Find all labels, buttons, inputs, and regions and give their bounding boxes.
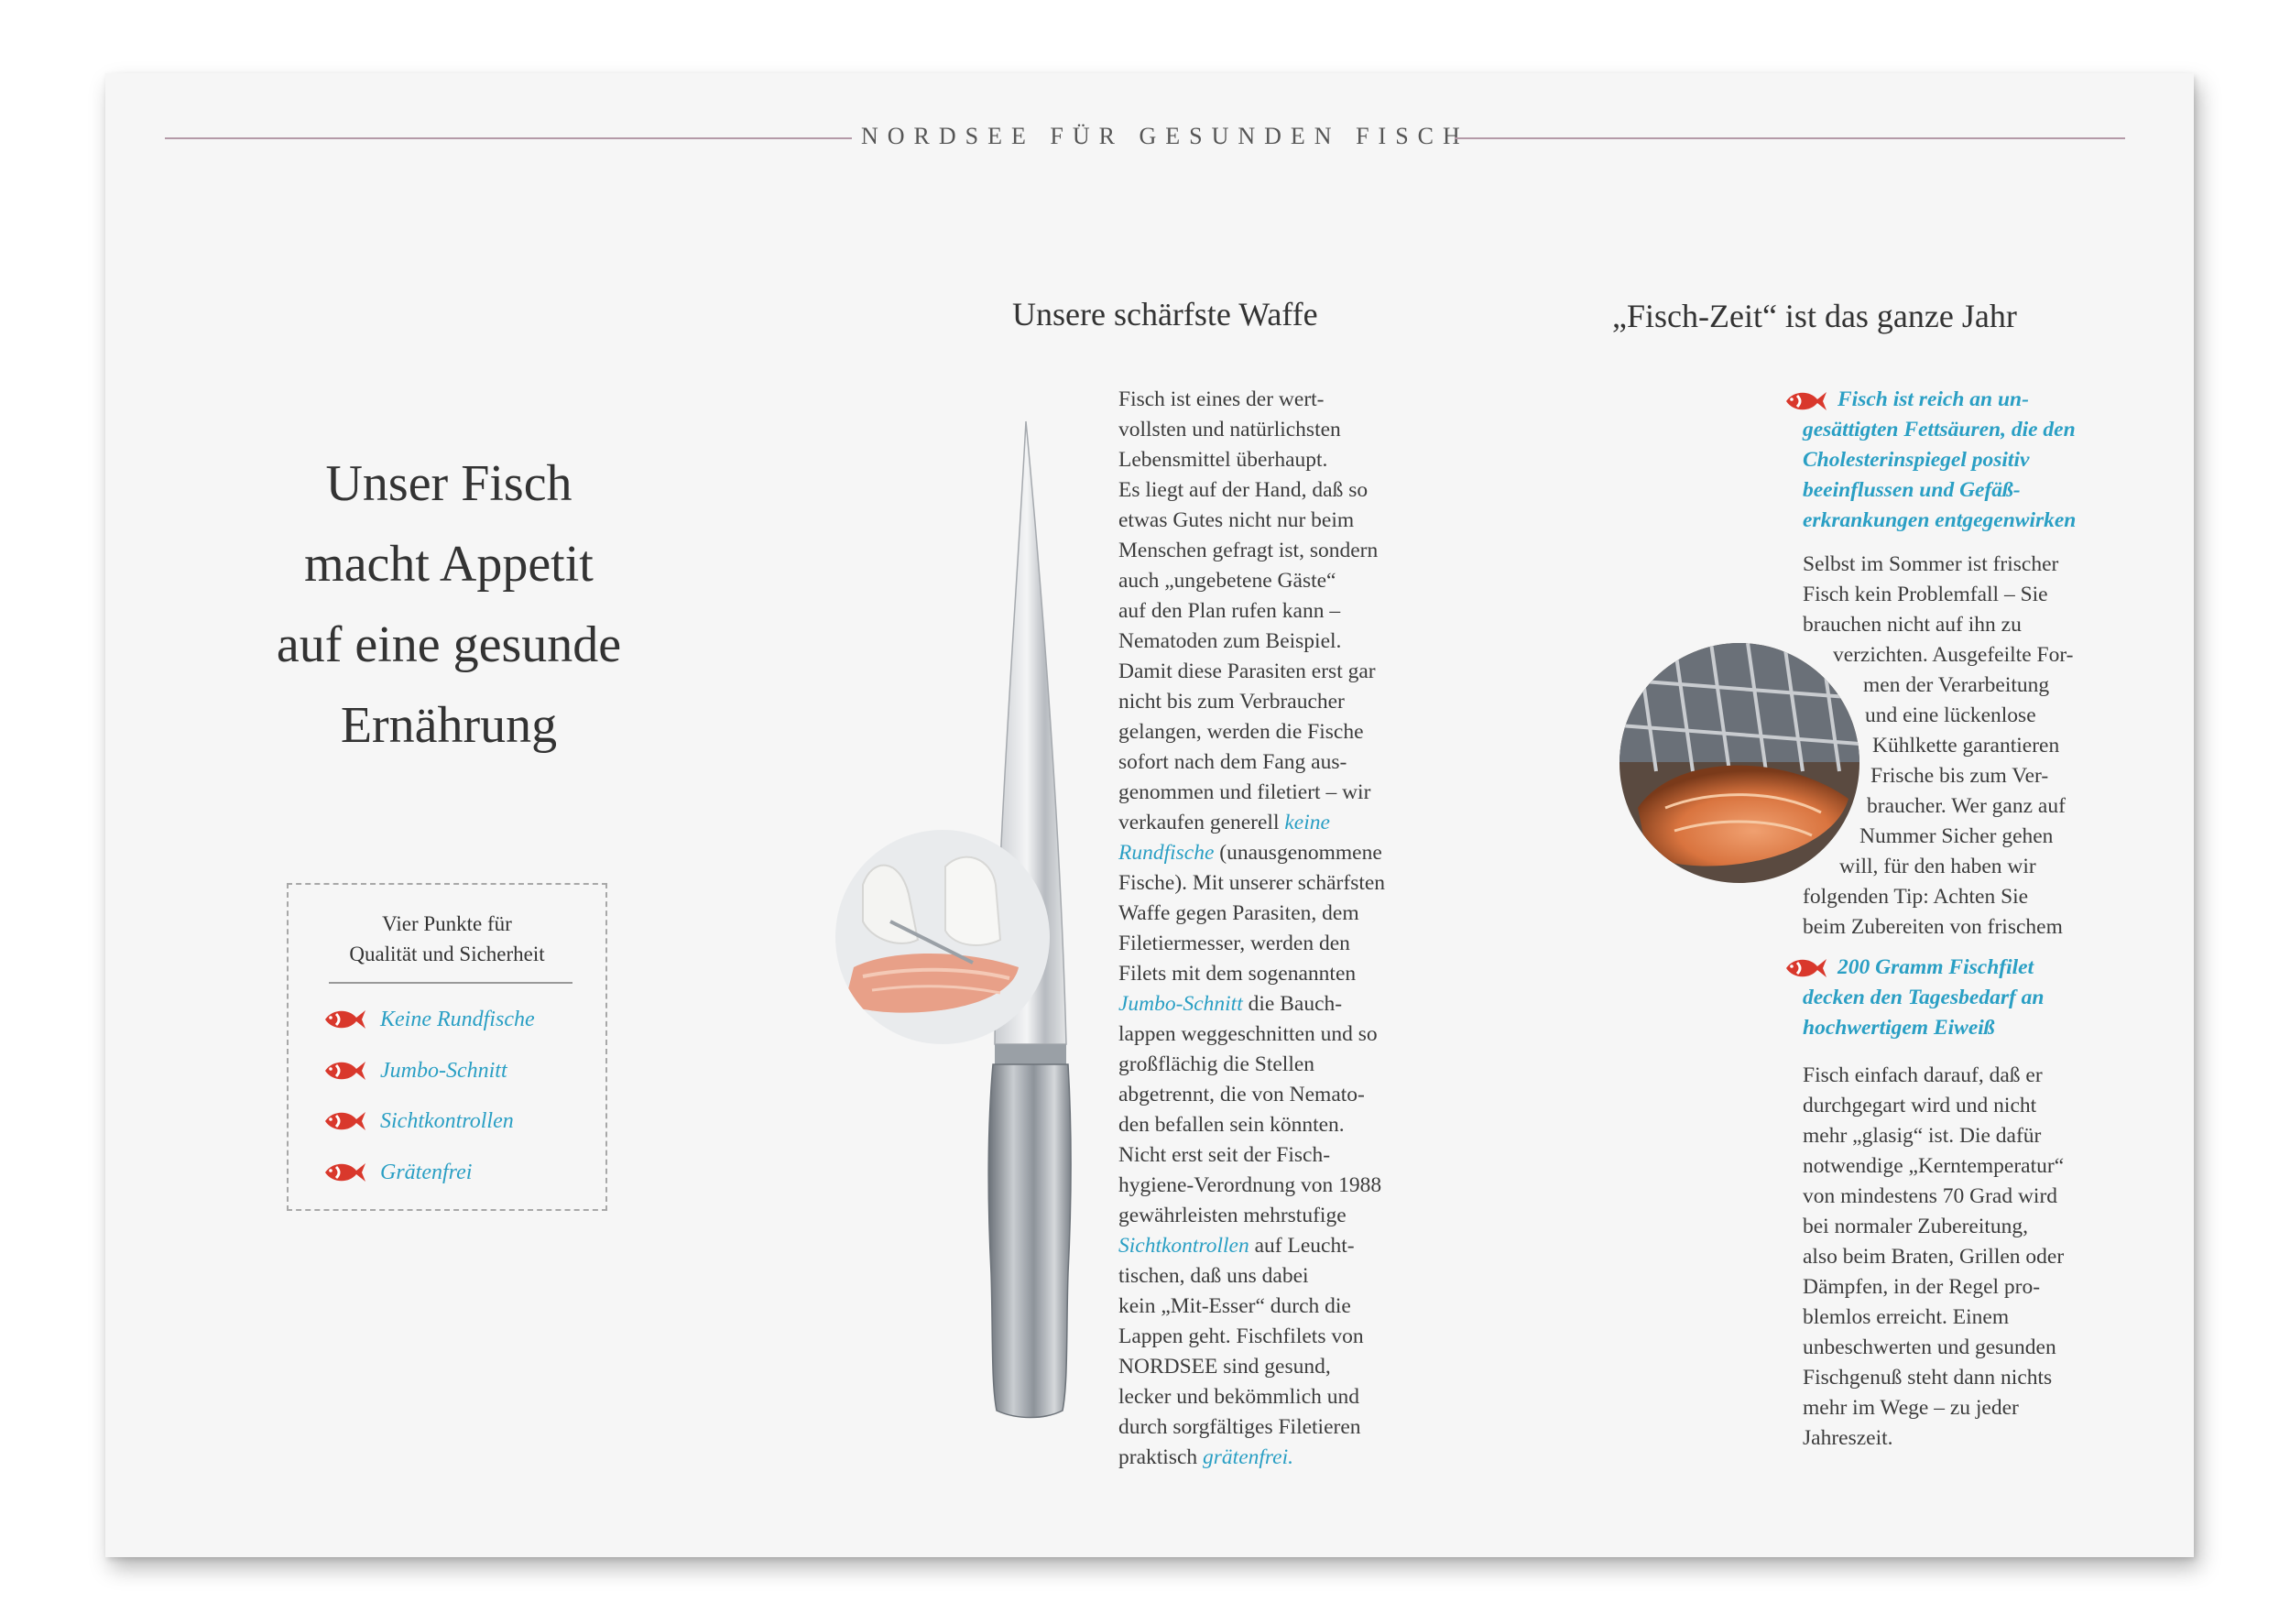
box-item <box>323 1004 535 1035</box>
box-item-label: Grätenfrei <box>380 1160 473 1184</box>
text-line: sofort nach dem Fang aus- <box>1118 750 1347 774</box>
text-line: NORDSEE sind gesund, <box>1118 1355 1331 1379</box>
text-line: Lebensmittel überhaupt. <box>1118 448 1328 472</box>
text-line: und eine lückenlose <box>1865 703 2036 727</box>
text-line: Fisch ist eines der wert- <box>1118 387 1325 411</box>
text-line: lecker und bekömmlich und <box>1118 1385 1359 1409</box>
middle-body-text <box>1118 385 1430 1484</box>
text-line: notwendige „Kerntemperatur“ <box>1803 1154 2065 1178</box>
box-divider <box>329 982 572 984</box>
text-line: brauchen nicht auf ihn zu <box>1803 613 2022 637</box>
box-item-label: Sichtkontrollen <box>380 1108 514 1133</box>
text-line: unbeschwerten und gesunden <box>1803 1335 2056 1359</box>
text-line: blemlos erreicht. Einem <box>1803 1305 2010 1329</box>
bullet-line: erkrankungen entgegenwirken <box>1803 508 2077 532</box>
text-line: will, für den haben wir <box>1839 855 2036 878</box>
bullet-line: beeinflussen und Gefäß- <box>1803 478 2021 502</box>
text-line: vollsten und natürlichsten <box>1118 418 1341 441</box>
middle-column-heading: Unsere schärfste Waffe <box>1012 296 1318 332</box>
box-title-line: Vier Punkte für <box>382 912 512 935</box>
text-line: auf den Plan rufen kann – <box>1118 599 1341 623</box>
box-title-line: Qualität und Sicherheit <box>349 943 545 965</box>
box-title <box>289 909 605 969</box>
bullet-line: gesättigten Fettsäuren, die den <box>1803 418 2076 441</box>
text-line: Selbst im Sommer ist frischer <box>1803 552 2059 576</box>
text-span: (unausgenommene <box>1219 841 1382 865</box>
text-line: hygiene-Verordnung von 1988 <box>1118 1173 1382 1197</box>
text-line: Damit diese Parasiten erst gar <box>1118 659 1376 683</box>
text-line: Es liegt auf der Hand, daß so <box>1118 478 1369 502</box>
text-line: durchgegart wird und nicht <box>1803 1094 2037 1117</box>
headline-line: auf eine gesunde <box>276 616 622 673</box>
highlight-rundfische: Rundfische <box>1118 841 1215 865</box>
fish-icon <box>323 1007 367 1032</box>
text-line: gewährleisten mehrstufige <box>1118 1204 1347 1227</box>
text-line: Menschen gefragt ist, sondern <box>1118 539 1379 562</box>
text-line: Filetiermesser, werden den <box>1118 932 1350 955</box>
bullet-line: hochwertigem Eiweiß <box>1803 1016 1995 1040</box>
text-span: auf Leucht- <box>1254 1234 1355 1258</box>
text-line <box>1118 838 1382 868</box>
text-line: Nematoden zum Beispiel. <box>1118 629 1342 653</box>
text-line: verzichten. Ausgefeilte For- <box>1833 643 2074 667</box>
bullet-line: Cholesterinspiegel positiv <box>1803 448 2030 472</box>
text-line: den befallen sein könnten. <box>1118 1113 1345 1137</box>
headline-line: Ernährung <box>340 697 558 754</box>
text-line: großflächig die Stellen <box>1118 1052 1315 1076</box>
text-line: abgetrennt, die von Nemato- <box>1118 1083 1365 1106</box>
header-rule-left <box>165 137 852 139</box>
box-item-label: Jumbo-Schnitt <box>380 1058 507 1083</box>
headline-line: Unser Fisch <box>325 455 572 512</box>
box-item <box>323 1157 472 1188</box>
bullet-line: 200 Gramm Fischfilet <box>1837 955 2034 979</box>
text-line: genommen und filetiert – wir <box>1118 780 1371 804</box>
text-line: lappen weggeschnitten und so <box>1118 1022 1378 1046</box>
highlight-keine: keine <box>1284 811 1330 834</box>
text-line: nicht bis zum Verbraucher <box>1118 690 1345 714</box>
fact-bullet-1 <box>1803 385 2123 540</box>
text-line: durch sorgfältiges Filetieren <box>1118 1415 1361 1439</box>
right-paragraph-1 <box>1803 550 2123 953</box>
box-item-label: Keine Rundfische <box>380 1007 535 1031</box>
fact-bullet-2 <box>1803 953 2123 1053</box>
bullet-line: decken den Tagesbedarf an <box>1803 986 2045 1009</box>
highlight-graetenfrei: grätenfrei. <box>1203 1445 1294 1469</box>
text-line: bei normaler Zubereitung, <box>1803 1215 2029 1238</box>
text-line: Nummer Sicher gehen <box>1859 824 2054 848</box>
filleting-photo-drawing <box>835 830 1050 1044</box>
highlight-jumbo-schnitt: Jumbo-Schnitt <box>1118 992 1243 1016</box>
text-span: die Bauch- <box>1248 992 1343 1016</box>
text-line: kein „Mit-Esser“ durch die <box>1118 1294 1351 1318</box>
text-line <box>1118 808 1330 838</box>
text-line: Filets mit dem sogenannten <box>1118 962 1357 986</box>
text-line: Fisch kein Problemfall – Sie <box>1803 583 2048 606</box>
text-line: Waffe gegen Parasiten, dem <box>1118 901 1359 925</box>
box-item <box>323 1055 507 1086</box>
text-line: gelangen, werden die Fische <box>1118 720 1364 744</box>
text-line: folgenden Tip: Achten Sie <box>1803 885 2029 909</box>
text-line: tischen, daß uns dabei <box>1118 1264 1309 1288</box>
text-line: beim Zubereiten von frischem <box>1803 915 2063 939</box>
text-line <box>1118 1231 1355 1261</box>
text-line: Fisch einfach darauf, daß er <box>1803 1063 2043 1087</box>
fish-icon <box>323 1108 367 1134</box>
headline-line: macht Appetit <box>304 536 594 593</box>
right-column-heading: „Fisch-Zeit“ ist das ganze Jahr <box>1612 298 2017 334</box>
quality-points-box <box>287 883 607 1211</box>
text-line: mehr im Wege – zu jeder <box>1803 1396 2019 1420</box>
text-line: mehr „glasig“ ist. Die dafür <box>1803 1124 2042 1148</box>
text-line: Kühlkette garantieren <box>1872 734 2060 758</box>
text-line: von mindestens 70 Grad wird <box>1803 1184 2058 1208</box>
bullet-line: Fisch ist reich an un- <box>1837 387 2029 411</box>
text-line: men der Verarbeitung <box>1863 673 2050 697</box>
text-span: praktisch <box>1118 1445 1198 1469</box>
text-line: braucher. Wer ganz auf <box>1867 794 2066 818</box>
header-rule-right <box>1455 137 2125 139</box>
main-headline <box>238 443 660 766</box>
text-line: Fischgenuß steht dann nichts <box>1803 1366 2053 1390</box>
text-line: etwas Gutes nicht nur beim <box>1118 508 1355 532</box>
text-line: auch „ungebetene Gäste“ <box>1118 569 1336 593</box>
right-paragraph-2 <box>1803 1061 2123 1464</box>
text-span: verkaufen generell <box>1118 811 1280 834</box>
text-line: Lappen geht. Fischfilets von <box>1118 1324 1364 1348</box>
text-line: Jahreszeit. <box>1803 1426 1893 1450</box>
text-line: Frische bis zum Ver- <box>1870 764 2049 788</box>
text-line: Dämpfen, in der Regel pro- <box>1803 1275 2041 1299</box>
fish-icon <box>323 1058 367 1084</box>
header-title: NORDSEE FÜR GESUNDEN FISCH <box>861 123 1469 149</box>
text-line <box>1118 1443 1293 1473</box>
text-line: Fische). Mit unserer schärfsten <box>1118 871 1386 895</box>
box-item <box>323 1106 514 1137</box>
filleting-photo <box>835 830 1050 1044</box>
fish-icon <box>323 1160 367 1185</box>
highlight-sichtkontrollen: Sichtkontrollen <box>1118 1234 1249 1258</box>
text-line: Nicht erst seit der Fisch- <box>1118 1143 1331 1167</box>
text-line <box>1118 989 1342 1019</box>
text-line: also beim Braten, Grillen oder <box>1803 1245 2065 1269</box>
